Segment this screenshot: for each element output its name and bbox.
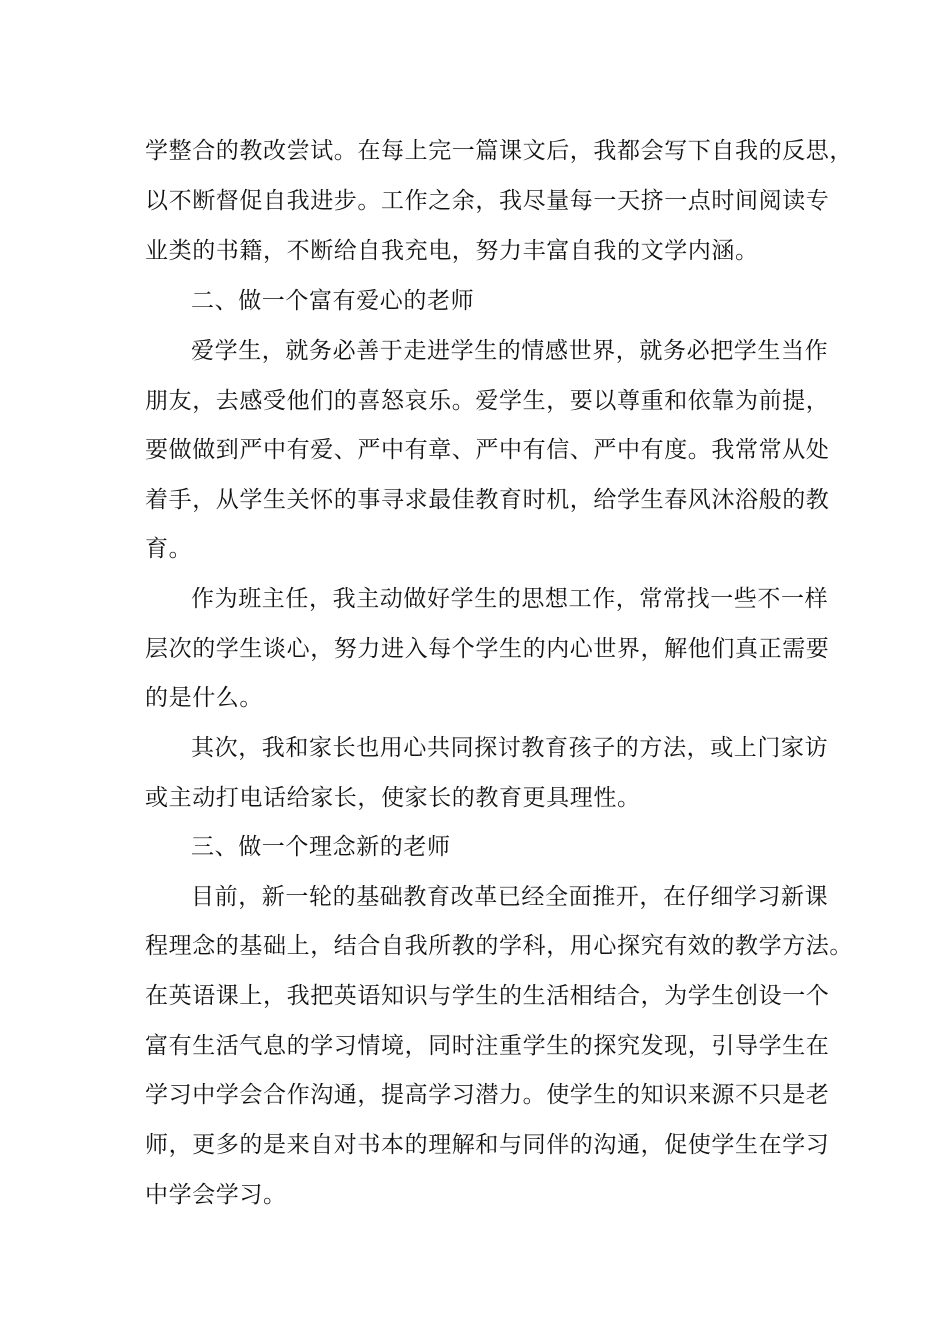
section-heading: 二、做一个富有爱心的老师: [191, 288, 475, 314]
paragraph-line: 着手，从学生关怀的事寻求最佳教育时机，给学生春风沐浴般的教: [145, 487, 830, 513]
paragraph-line: 目前，新一轮的基础教育改革已经全面推开，在仔细学习新课: [191, 884, 829, 910]
paragraph-line: 学整合的教改尝试。在每上完一篇课文后，我都会写下自我的反思，: [145, 138, 853, 164]
paragraph-line: 爱学生，就务必善于走进学生的情感世界，就务必把学生当作: [191, 338, 829, 364]
paragraph-line: 其次，我和家长也用心共同探讨教育孩子的方法，或上门家访: [191, 735, 829, 761]
paragraph-line: 程理念的基础上，结合自我所教的学科，用心探究有效的教学方法。: [145, 933, 853, 959]
paragraph-line: 在英语课上，我把英语知识与学生的生活相结合，为学生创设一个: [145, 983, 830, 1009]
paragraph-line: 学习中学会合作沟通，提高学习潜力。使学生的知识来源不只是老: [145, 1082, 830, 1108]
paragraph-line: 作为班主任，我主动做好学生的思想工作，常常找一些不一样: [191, 586, 829, 612]
paragraph-line: 富有生活气息的学习情境，同时注重学生的探究发现，引导学生在: [145, 1033, 830, 1059]
paragraph-line: 中学会学习。: [145, 1182, 287, 1208]
paragraph-line: 的是什么。: [145, 685, 263, 711]
paragraph-line: 业类的书籍，不断给自我充电，努力丰富自我的文学内涵。: [145, 238, 759, 264]
paragraph-line: 或主动打电话给家长，使家长的教育更具理性。: [145, 785, 641, 811]
paragraph-line: 育。: [145, 536, 193, 562]
paragraph-line: 以不断督促自我进步。工作之余，我尽量每一天挤一点时间阅读专: [145, 188, 830, 214]
paragraph-line: 要做做到严中有爱、严中有章、严中有信、严中有度。我常常从处: [145, 437, 830, 463]
paragraph-line: 层次的学生谈心，努力进入每个学生的内心世界，解他们真正需要: [145, 636, 830, 662]
paragraph-line: 朋友，去感受他们的喜怒哀乐。爱学生，要以尊重和依靠为前提，: [145, 388, 830, 414]
paragraph-line: 师，更多的是来自对书本的理解和与同伴的沟通，促使学生在学习: [145, 1132, 830, 1158]
section-heading: 三、做一个理念新的老师: [191, 834, 451, 860]
